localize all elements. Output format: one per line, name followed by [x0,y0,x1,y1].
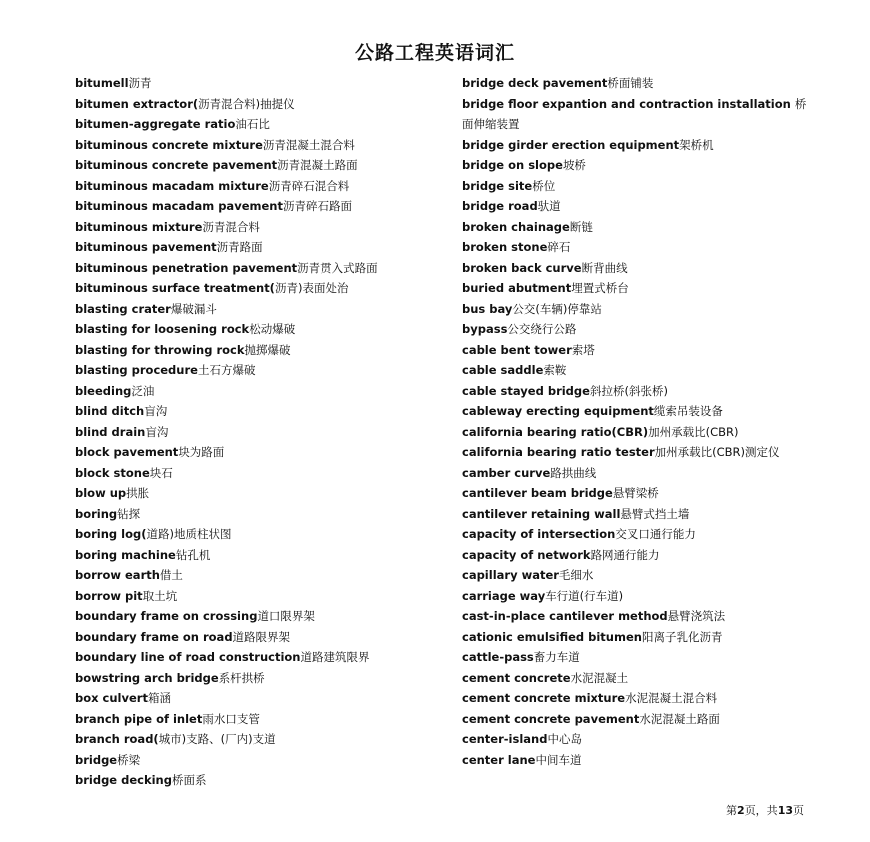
entry-chinese-term: 畜力车道 [533,650,580,664]
entry-english-term: cantilever beam bridge [462,486,613,500]
entry-chinese-term: 公交(车辆)停靠站 [512,301,602,316]
entry-chinese-term: 毛细水 [558,568,594,582]
glossary-entry [462,258,814,279]
entry-chinese-term: 城市)支路、(厂内)支道 [158,732,276,746]
glossary-entry [75,360,445,381]
page-title: 公路工程英语词汇 [354,42,515,64]
entry-english-term: bituminous pavement [75,240,217,254]
glossary-entry [462,237,814,258]
page-footer [726,802,804,818]
entry-chinese-term: 断链 [569,219,593,234]
entry-english-term: bridge site [462,178,533,193]
glossary-entry [75,155,445,176]
glossary-entry [75,114,445,135]
entry-chinese-term: 公交绕行公路 [507,322,577,336]
footer-middle: 页，共 [744,804,778,817]
entry-chinese-term: 路网通行能力 [590,547,660,562]
entry-english-term: cast-in-place cantilever method [462,609,668,623]
glossary-entry [75,442,445,463]
entry-english-term: bitumen-aggregate ratio [75,117,236,131]
entry-chinese-term: 中间车道 [535,752,582,767]
entry-english-term: california bearing ratio tester [462,445,655,459]
glossary-entry [462,155,814,176]
glossary-entry [75,770,445,791]
glossary-entry [462,545,814,566]
entry-chinese-term: 沥青路面 [216,240,263,254]
entry-english-term: cableway erecting equipment [462,404,654,418]
entry-english-term: broken stone [462,240,548,254]
glossary-entry [75,463,445,484]
glossary-entry [75,237,445,258]
entry-english-term: bridge [75,752,118,767]
glossary-entry [462,627,814,648]
right-column [462,73,814,770]
entry-english-term: bituminous mixture [75,219,203,234]
entry-english-term: cement concrete [462,670,571,685]
entry-chinese-term: 油石比 [235,117,270,131]
entry-chinese-term: 沥青混合料)抽提仪 [198,96,295,111]
glossary-entry [75,504,445,525]
entry-english-term: cable stayed bridge [462,383,590,398]
glossary-entry [75,586,445,607]
footer-page-number: 2 [737,804,745,817]
entry-chinese-term: 爆破漏斗 [170,301,217,316]
entry-english-term: blind drain [75,424,146,439]
entry-english-term: block stone [75,465,150,480]
footer-prefix: 第 [726,804,738,817]
glossary-entry [462,647,814,668]
entry-english-term: boring log( [75,527,147,541]
entry-english-term: bus bay [462,301,513,316]
glossary-entry [462,709,814,730]
entry-english-term: carriage way [462,588,546,603]
glossary-entry [75,729,445,750]
entry-english-term: borrow pit [75,588,143,603]
entry-chinese-term: 盲沟 [145,424,169,439]
entry-chinese-term: 碎石 [547,240,571,254]
entry-english-term: bituminous concrete pavement [75,158,278,172]
entry-chinese-term: 土石方爆破 [197,363,256,377]
entry-english-term: blasting for loosening rock [75,322,250,336]
entry-chinese-term: 交叉口通行能力 [615,527,696,541]
glossary-entry [462,524,814,545]
entry-chinese-term: 道路建筑限界 [300,650,370,664]
entry-chinese-term: 中心岛 [547,732,582,746]
glossary-entry [462,94,814,135]
entry-chinese-term: 桥面铺装 [607,76,654,90]
entry-english-term: cantilever retaining wall [462,506,621,521]
entry-chinese-term: 加州承载比(CBR)测定仪 [654,445,780,459]
glossary-entry [75,668,445,689]
entry-english-term: cement concrete pavement [462,711,640,726]
entry-english-term: buried abutment [462,281,572,295]
glossary-entry [462,299,814,320]
entry-chinese-term: 沥青 [128,76,152,90]
entry-english-term: bowstring arch bridge [75,670,219,685]
entry-chinese-term: 索鞍 [543,363,567,377]
entry-english-term: cattle-pass [462,650,534,664]
entry-chinese-term: 箱涵 [147,691,171,705]
entry-english-term: california bearing ratio(CBR) [462,424,649,439]
entry-chinese-term: 斜拉桥(斜张桥) [589,383,668,398]
entry-english-term: cable saddle [462,363,544,377]
entry-english-term: broken chainage [462,219,570,234]
entry-english-term: capacity of network [462,547,591,562]
entry-english-term: bridge floor expantion and contraction installation [462,96,795,111]
entry-english-term: center-island [462,732,548,746]
glossary-entry [75,422,445,443]
entry-chinese-term: 悬臂式挡土墙 [620,506,690,521]
entry-english-term: cement concrete mixture [462,691,626,705]
glossary-entry [75,278,445,299]
entry-english-term: boring machine [75,547,176,562]
glossary-entry [75,217,445,238]
entry-chinese-term: 缆索吊装设备 [653,404,723,418]
entry-chinese-term: 系杆拱桥 [218,670,265,685]
glossary-entry [462,278,814,299]
entry-chinese-term: 桥位 [532,178,556,193]
entry-chinese-term: 断背曲线 [581,260,628,275]
glossary-entry [462,729,814,750]
glossary-entry [462,565,814,586]
entry-chinese-term: 沥青贯入式路面 [297,260,378,275]
glossary-entry [75,750,445,771]
entry-chinese-term: 钻探 [117,506,141,521]
entry-english-term: bridge girder erection equipment [462,137,680,152]
entry-english-term: blasting for throwing rock [75,342,245,357]
entry-english-term: capillary water [462,568,559,582]
entry-chinese-term: 借土 [159,568,183,582]
entry-english-term: box culvert [75,691,148,705]
entry-english-term: cable bent tower [462,342,572,357]
entry-chinese-term: 路拱曲线 [550,465,597,480]
entry-english-term: bridge on slope [462,158,563,172]
entry-chinese-term: 桥梁 [117,752,141,767]
entry-english-term: camber curve [462,465,551,480]
entry-english-term: blasting procedure [75,363,198,377]
entry-chinese-term: 桥面系 [171,773,207,787]
entry-chinese-term: 雨水口支管 [202,711,260,726]
glossary-entry [462,381,814,402]
entry-chinese-term: 道路限界架 [232,629,291,644]
entry-chinese-term: 架桥机 [679,137,714,152]
entry-english-term: bridge deck pavement [462,76,608,90]
glossary-entry [462,606,814,627]
entry-english-term: broken back curve [462,260,582,275]
entry-chinese-term: 沥青)表面处治 [274,281,349,295]
glossary-entry [75,73,445,94]
entry-chinese-term: 桥面伸缩装置 [462,96,807,131]
entry-chinese-term: 道路)地质柱状图 [146,527,232,541]
entry-chinese-term: 埋置式桥台 [571,281,629,295]
glossary-entry [75,196,445,217]
glossary-entry [462,463,814,484]
entry-english-term: blow up [75,486,127,500]
entry-chinese-term: 沥青碎石路面 [282,199,352,213]
glossary-entry [462,319,814,340]
entry-english-term: bridge road [462,199,538,213]
glossary-entry [462,668,814,689]
entry-chinese-term: 块石 [149,465,173,480]
entry-english-term: bituminous penetration pavement [75,260,298,275]
glossary-entry [75,94,445,115]
entry-english-term: center lane [462,752,536,767]
entry-chinese-term: 悬臂梁桥 [612,486,659,500]
entry-chinese-term: 道口限界架 [257,609,315,623]
entry-english-term: branch road( [75,732,159,746]
entry-english-term: bitumen extractor( [75,96,199,111]
glossary-entry [462,504,814,525]
glossary-entry [75,319,445,340]
glossary-entry [75,627,445,648]
glossary-entry [462,217,814,238]
glossary-entry [462,340,814,361]
entry-chinese-term: 沥青混合料 [202,219,260,234]
entry-english-term: blind ditch [75,404,145,418]
glossary-entry [75,483,445,504]
glossary-entry [75,606,445,627]
glossary-entry [75,647,445,668]
entry-chinese-term: 块为路面 [178,445,225,459]
glossary-entry [75,340,445,361]
entry-chinese-term: 水泥混凝土 [570,670,629,685]
entry-chinese-term: 沥青混凝土混合料 [262,137,355,152]
entry-chinese-term: 沥青混凝土路面 [277,158,358,172]
glossary-entry [462,360,814,381]
entry-chinese-term: 取土坑 [142,588,178,603]
footer-suffix: 页 [793,804,804,817]
entry-chinese-term: 悬臂浇筑法 [667,609,726,623]
entry-english-term: cationic emulsified bitumen [462,629,642,644]
glossary-entry [75,176,445,197]
glossary-entry [75,688,445,709]
glossary-entry [75,258,445,279]
glossary-entry [75,381,445,402]
glossary-entry [462,688,814,709]
entry-english-term: boundary frame on road [75,629,233,644]
glossary-entry [462,586,814,607]
entry-english-term: boundary line of road construction [75,650,301,664]
glossary-entry [75,299,445,320]
entry-chinese-term: 驮道 [537,199,561,213]
entry-english-term: bitumell [75,76,129,90]
entry-english-term: blasting crater [75,301,171,316]
entry-english-term: bituminous macadam pavement [75,199,283,213]
entry-english-term: block pavement [75,445,179,459]
entry-chinese-term: 盲沟 [144,404,168,418]
entry-english-term: branch pipe of inlet [75,711,203,726]
entry-english-term: boring [75,506,118,521]
glossary-entry [75,524,445,545]
footer-total-pages: 13 [777,804,793,817]
entry-english-term: bypass [462,322,508,336]
entry-chinese-term: 抛掷爆破 [244,342,291,357]
glossary-entry [462,401,814,422]
glossary-entry [462,442,814,463]
entry-english-term: boundary frame on crossing [75,609,258,623]
entry-chinese-term: 索塔 [571,342,595,357]
entry-chinese-term: 拱胀 [126,486,150,500]
glossary-entry [462,422,814,443]
entry-chinese-term: 泛油 [131,383,155,398]
glossary-entry [462,196,814,217]
entry-chinese-term: 阳离子乳化沥青 [641,629,723,644]
entry-english-term: bridge decking [75,773,172,787]
entry-english-term: bleeding [75,383,132,398]
entry-english-term: bituminous concrete mixture [75,137,263,152]
glossary-entry [75,709,445,730]
entry-english-term: capacity of intersection [462,527,616,541]
entry-chinese-term: 车行道(行车道) [545,588,624,603]
glossary-entry [462,135,814,156]
glossary-entry [75,565,445,586]
entry-chinese-term: 加州承载比(CBR) [648,424,739,439]
left-column [75,73,445,791]
entry-chinese-term: 沥青碎石混合料 [268,178,350,193]
glossary-entry [462,483,814,504]
entry-chinese-term: 水泥混凝土混合料 [625,691,718,705]
glossary-entry [75,545,445,566]
entry-english-term: bituminous surface treatment( [75,281,275,295]
glossary-entry [75,401,445,422]
entry-chinese-term: 钻孔机 [175,547,211,562]
entry-chinese-term: 坡桥 [562,158,586,172]
entry-english-term: borrow earth [75,568,160,582]
entry-english-term: bituminous macadam mixture [75,178,269,193]
glossary-entry [75,135,445,156]
glossary-entry [462,750,814,771]
glossary-entry [462,73,814,94]
glossary-entry [462,176,814,197]
entry-chinese-term: 松动爆破 [249,322,296,336]
entry-chinese-term: 水泥混凝土路面 [639,711,720,726]
